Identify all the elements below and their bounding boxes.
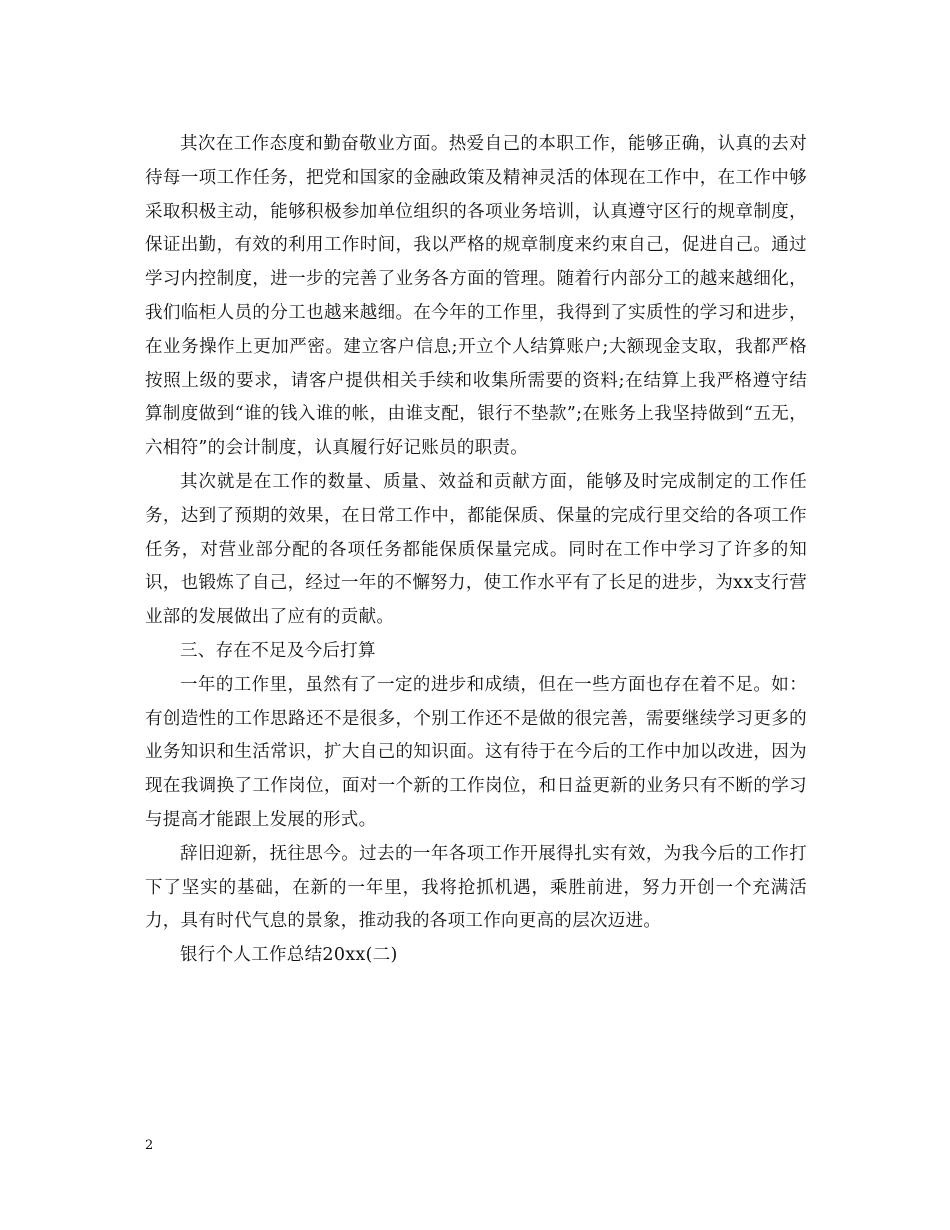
next-section-title: 银行个人工作总结20xx(二) [180,945,398,966]
paragraph-outlook: 辞旧迎新，抚往思今。过去的一年各项工作开展得扎实有效，为我今后的工作打下了坚实的基础，在新的一年里，我将抢抓机遇，乘胜前进，努力开创一个充满活力，具有时代气息的景象，推动我的各项工作向更高的层次迈进。 [145,843,807,932]
paragraph-shortcomings: 一年的工作里，虽然有了一定的进步和成绩，但在一些方面也存在着不足。如：有创造性的工作思路还不是很多，个别工作还不是做的很完善，需要继续学习更多的业务知识和生活常识，扩大自己的知识面。这有待于在今后的工作中加以改进，因为现在我调换了工作岗位，面对一个新的工作岗位，和日益更新的业务只有不断的学习与提高才能跟上发展的形式。 [145,674,807,830]
paragraph-work-quantity-quality: 其次就是在工作的数量、质量、效益和贡献方面，能够及时完成制定的工作任务，达到了预期的效果，在日常工作中，都能保质、保量的完成行里交给的各项工作任务，对营业部分配的各项任务都能保质保量完成。同时在工作中学习了许多的知识，也锻炼了自己，经过一年的不懈努力，使工作水平有了长足的进步，为xx支行营业部的发展做出了应有的贡献。 [145,471,807,628]
page-number: 2 [145,1138,154,1153]
document-body [145,128,807,973]
paragraph-work-attitude: 其次在工作态度和勤奋敬业方面。热爱自己的本职工作，能够正确，认真的去对待每一项工作任务，把党和国家的金融政策及精神灵活的体现在工作中，在工作中够采取积极主动，能够积极参加单位组织的各项业务培训，认真遵守区行的规章制度，保证出勤，有效的利用工作时间，我以严格的规章制度来约束自己，促进自己。通过学习内控制度，进一步的完善了业务各方面的管理。随着行内部分工的越来越细化，我们临柜人员的分工也越来越细。在今年的工作里，我得到了实质性的学习和进步，在业务操作上更加严密。建立客户信息;开立个人结算账户;大额现金支取，我都严格按照上级的要求，请客户提供相关手续和收集所需要的资料;在结算上我严格遵守结算制度做到“谁的钱入谁的帐，由谁支配，银行不垫款”;在账务上我坚持做到“五无，六相符”的会计制度，认真履行好记账员的职责。 [145,134,807,459]
section-heading-shortcomings: 三、存在不足及今后打算 [180,640,376,661]
